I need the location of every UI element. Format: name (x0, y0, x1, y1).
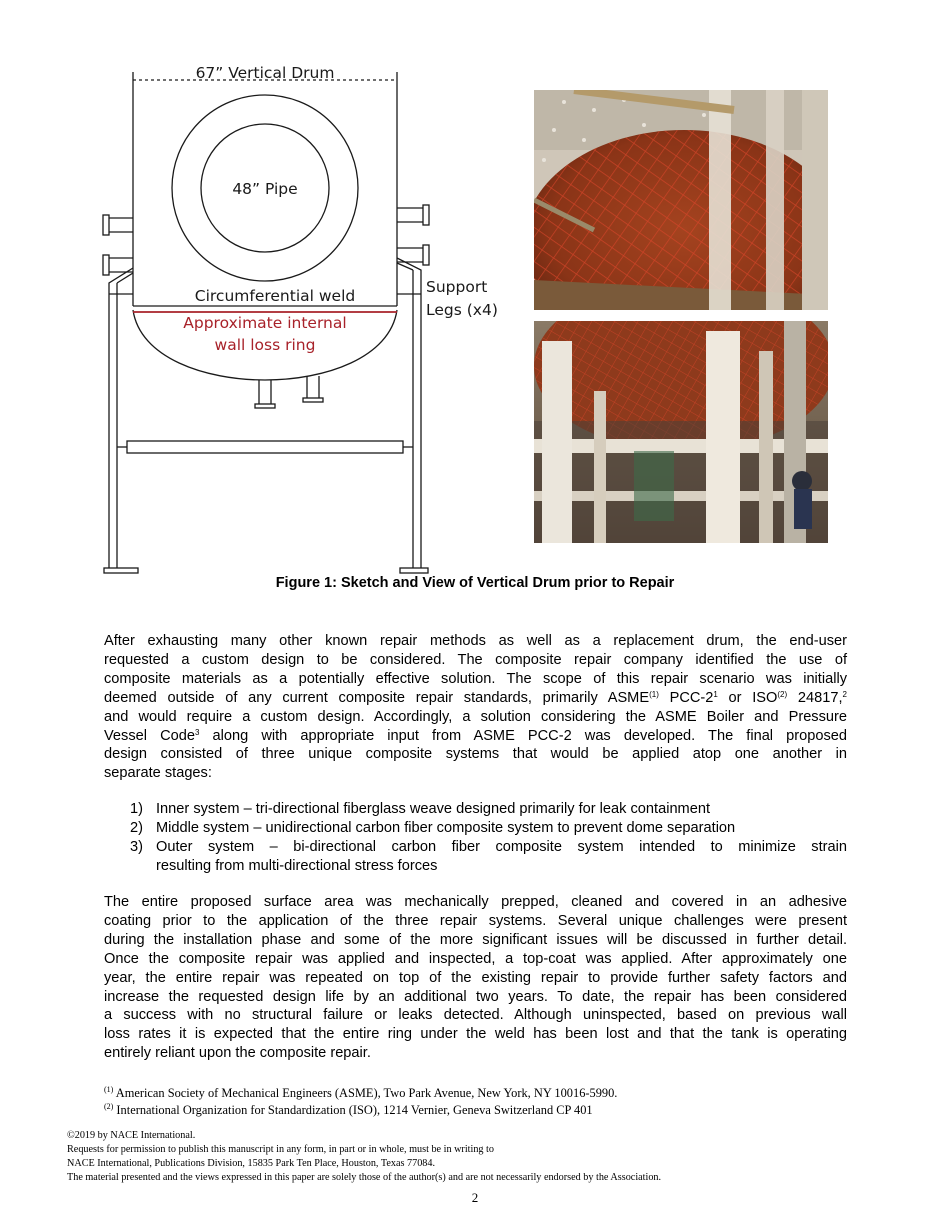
citation-ref: 2 (842, 689, 847, 699)
text-line: requested a custom design to be considered. The composite repair company identified the use of (104, 651, 847, 668)
legs-label-line1: Support (426, 278, 488, 296)
legal-line: Requests for permission to publish this manuscript in any form, in part or in whole, must be in writing to (67, 1144, 494, 1155)
loss-label-line2: wall loss ring (214, 336, 316, 354)
paragraph-1 (104, 632, 847, 783)
text-line: After exhausting many other known repair methods as well as a replacement drum, the end-user (104, 633, 847, 649)
paragraph-2 (104, 893, 847, 1063)
text-line: The entire proposed surface area was mechanically prepped, cleaned and covered in an adhesive (104, 894, 847, 910)
text-line: coating prior to the application of the three repair systems. Several unique challenges were present (104, 912, 847, 929)
drum-photo-top (534, 90, 828, 310)
text-line: a success with no structural failure or leaks detected. Although uninspected, based on previous wall (104, 1007, 847, 1024)
drum-sketch (95, 58, 515, 580)
legs-label-line2: Legs (x4) (426, 301, 498, 319)
text-line: separate stages: (104, 765, 212, 782)
footnote-ref: (2) (777, 689, 788, 699)
text-line: composite materials as a potentially effective solution. The scope of this repair scenario was initially (104, 670, 847, 687)
footnote-ref: (1) (649, 689, 659, 699)
drum-label: 67” Vertical Drum (195, 64, 335, 82)
drum-photo-bottom (534, 321, 828, 543)
legal-line: ©2019 by NACE International. (67, 1130, 196, 1141)
pipe-label: 48” Pipe (232, 180, 298, 198)
text-line: deemed outside of any current composite repair standards, primarily ASME$^{(1)}$ PCC-$2^1$ or ISO$^{(2)}$ 24817,$^2$ (104, 689, 847, 706)
text-line: during the installation phase and some of the more significant issues will be discussed in further detail. (104, 931, 847, 948)
legal-line: The material presented and the views expressed in this paper are solely those of the author(s) and are not necessarily endorsed by the Association. (67, 1172, 662, 1183)
system-list (130, 800, 847, 876)
citation-ref: 1 (713, 689, 718, 699)
footnote-1: $^{(1)}$ American Society of Mechanical Engineers (ASME), Two Park Avenue, New York, NY 10016-5990. (104, 1085, 618, 1100)
figure-caption: Figure 1: Sketch and View of Vertical Drum prior to Repair (275, 575, 675, 591)
list-item: 3) Outer system – bi-directional carbon fiber composite system intended to minimize strain resulting from multi-directional stress forces (130, 838, 847, 874)
weld-label: Circumferential weld (194, 287, 356, 305)
list-item: 2) Middle system – unidirectional carbon fiber composite system to prevent dome separation (130, 819, 736, 836)
list-item: 1) Inner system – tri-directional fiberglass weave designed primarily for leak containment (130, 801, 710, 817)
text-line: Once the composite repair was applied and inspected, a top-coat was applied. After approximately one (104, 950, 847, 967)
legal-line: NACE International, Publications Division, 15835 Park Ten Place, Houston, Texas 77084. (67, 1158, 436, 1169)
text-line: design consisted of three unique composite systems that would be applied atop one another in (104, 746, 847, 763)
loss-label-line1: Approximate internal (183, 314, 347, 332)
text-line: loss rates it is expected that the entire ring under the weld has been lost and that the tank is operating (104, 1026, 847, 1043)
text-line: entirely reliant upon the composite repair. (104, 1045, 371, 1062)
text-line: and would require a custom design. Accordingly, a solution considering the ASME Boiler and Pressure (104, 708, 847, 725)
page-number: 2 (471, 1190, 479, 1205)
citation-ref: 3 (194, 727, 200, 737)
text-line: year, the entire repair was repeated on top of the existing repair to provide further safety factors and (104, 969, 847, 986)
text-line: Vessel Code$^3$ along with appropriate input from ASME PCC-2 was developed. The final proposed (104, 727, 847, 744)
text-line: increase the requested design life by an additional two years. To date, the repair has been considered (104, 988, 847, 1005)
footnote-2: $^{(2)}$ International Organization for Standardization (ISO), 1214 Vernier, Geneva Switzerland CP 401 (104, 1102, 593, 1117)
